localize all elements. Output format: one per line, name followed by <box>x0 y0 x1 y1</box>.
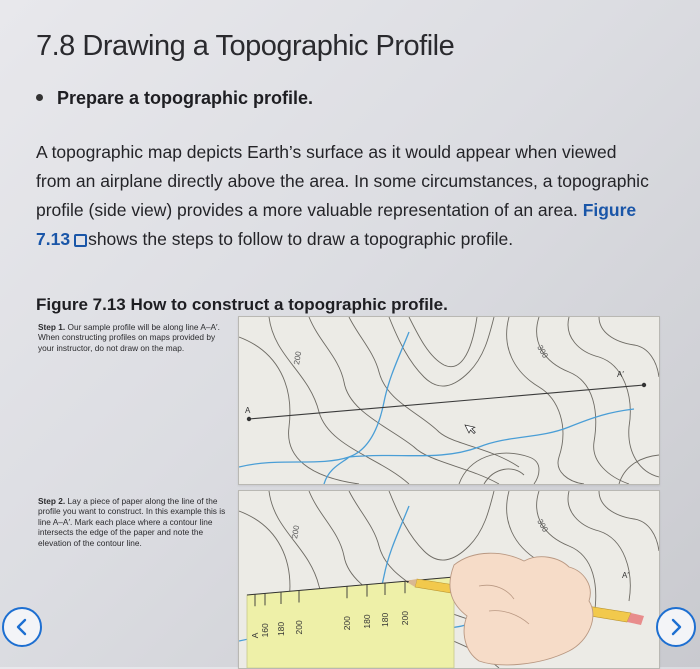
contour-label-300: 300 <box>535 517 550 534</box>
objective-text: Prepare a topographic profile. <box>57 88 314 108</box>
profile-line <box>249 385 644 419</box>
step2-caption <box>38 496 228 548</box>
paper-elevation-label: 200 <box>400 611 410 626</box>
contour-line <box>599 317 659 377</box>
contour-line <box>389 317 494 386</box>
contour-line <box>484 469 524 484</box>
step1-label: Step 1. <box>38 322 66 332</box>
contour-line <box>409 317 477 367</box>
contour-line <box>459 453 539 484</box>
intro-paragraph <box>36 138 656 254</box>
contour-line <box>568 317 659 477</box>
step1-text: Our sample profile will be along line A–A′. When constructing profiles on maps provided by your instructor, do not draw on the map. <box>38 322 220 353</box>
map-step2 <box>238 490 660 669</box>
contour-line <box>619 455 659 484</box>
map-step1 <box>238 316 660 485</box>
contour-line <box>309 317 499 484</box>
stream-line <box>349 409 634 457</box>
contour-line <box>537 317 629 484</box>
previous-page-button[interactable] <box>2 607 42 647</box>
topographic-map-2 <box>239 491 659 668</box>
contour-line <box>349 317 519 467</box>
chevron-right-icon <box>667 618 685 636</box>
intro-text-before: A topographic map depicts Earth’s surface as it would appear when viewed from an airplane directly above the area. In some circumstances, a topographic profile (side view) provides a more valuable representation of an area. <box>36 142 649 220</box>
contour-label-200: 200 <box>292 350 304 366</box>
intro-text-after: shows the steps to follow to draw a topographic profile. <box>88 229 514 249</box>
figure-link[interactable]: Figure 7.13 <box>36 200 637 249</box>
paper-elevation-label: 180 <box>362 614 372 629</box>
paper-elevation-label: 180 <box>380 612 390 627</box>
paper-elevation-label: 160 <box>260 623 270 638</box>
cursor-arrow-icon <box>465 425 475 434</box>
step2-text: Lay a piece of paper along the line of the profile you want to construct. In this example this is line A–A′. Mark each place where a contour line intersects the edge of the paper and note the elevation of the contour line. <box>38 496 226 548</box>
paper-elevation-label: 180 <box>276 621 286 637</box>
figure-popup-icon[interactable] <box>74 234 87 247</box>
figure-title: Figure 7.13 How to construct a topographic profile. <box>36 295 448 314</box>
point-a-prime-label: A′ <box>622 571 629 580</box>
contour-label-200: 200 <box>290 524 302 540</box>
topographic-map-1 <box>239 317 659 484</box>
contour-line <box>599 491 659 551</box>
paper-elevation-label: 200 <box>294 620 304 635</box>
contour-label-300: 300 <box>535 343 550 360</box>
hand-icon <box>450 553 593 665</box>
learning-objective <box>36 88 313 109</box>
chevron-left-icon <box>13 618 31 636</box>
point-a-prime-label: A′ <box>617 370 624 379</box>
step2-label: Step 2. <box>38 496 66 506</box>
point-a-prime-marker <box>642 383 646 387</box>
next-page-button[interactable] <box>656 607 696 647</box>
paper-elevation-label: A <box>250 632 260 639</box>
contour-line <box>389 491 494 560</box>
paper-elevation-label: 200 <box>342 616 352 631</box>
bullet-icon <box>36 94 43 101</box>
contour-line <box>507 317 584 484</box>
page-title: 7.8 Drawing a Topographic Profile <box>36 30 455 62</box>
point-a-marker <box>247 417 251 421</box>
step1-caption <box>38 322 228 353</box>
point-a-label: A <box>245 406 251 415</box>
